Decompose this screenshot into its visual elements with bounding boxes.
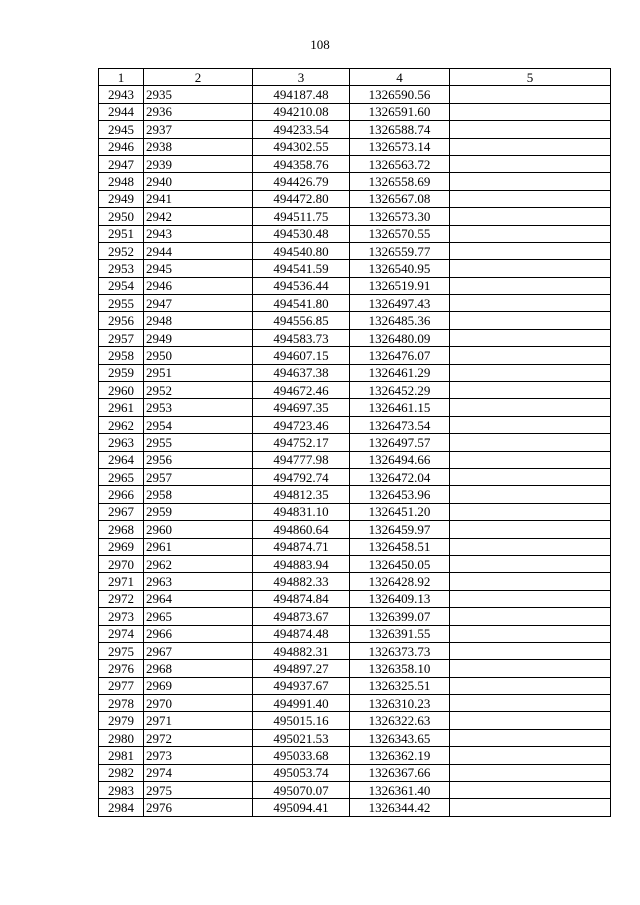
row-number-cell: 2978: [99, 695, 144, 712]
note-cell: [450, 625, 611, 642]
x-coordinate-cell: 494672.46: [253, 382, 350, 399]
table-row: [99, 208, 611, 225]
table-row: [99, 468, 611, 485]
point-number-cell: 2974: [144, 764, 253, 781]
x-coordinate-cell: 494511.75: [253, 208, 350, 225]
x-coordinate-cell: 494607.15: [253, 347, 350, 364]
table-body: [99, 86, 611, 816]
table-row: [99, 625, 611, 642]
point-number-cell: 2948: [144, 312, 253, 329]
y-coordinate-cell: 1326453.96: [350, 486, 450, 503]
point-number-cell: 2944: [144, 242, 253, 259]
point-number-cell: 2954: [144, 416, 253, 433]
table-row: [99, 538, 611, 555]
point-number-cell: 2942: [144, 208, 253, 225]
note-cell: [450, 382, 611, 399]
point-number-cell: 2955: [144, 434, 253, 451]
row-number-cell: 2966: [99, 486, 144, 503]
row-number-cell: 2943: [99, 86, 144, 103]
note-cell: [450, 242, 611, 259]
y-coordinate-cell: 1326391.55: [350, 625, 450, 642]
x-coordinate-cell: 494541.80: [253, 295, 350, 312]
y-coordinate-cell: 1326322.63: [350, 712, 450, 729]
row-number-cell: 2951: [99, 225, 144, 242]
table-row: [99, 503, 611, 520]
column-header-4: 4: [350, 69, 450, 86]
row-number-cell: 2944: [99, 103, 144, 120]
note-cell: [450, 260, 611, 277]
note-cell: [450, 138, 611, 155]
table-row: [99, 295, 611, 312]
row-number-cell: 2967: [99, 503, 144, 520]
point-number-cell: 2976: [144, 799, 253, 816]
point-number-cell: 2947: [144, 295, 253, 312]
note-cell: [450, 329, 611, 346]
table-row: [99, 555, 611, 572]
y-coordinate-cell: 1326343.65: [350, 729, 450, 746]
note-cell: [450, 225, 611, 242]
row-number-cell: 2945: [99, 121, 144, 138]
y-coordinate-cell: 1326461.15: [350, 399, 450, 416]
point-number-cell: 2958: [144, 486, 253, 503]
y-coordinate-cell: 1326409.13: [350, 590, 450, 607]
table-row: [99, 782, 611, 799]
table-row: [99, 347, 611, 364]
y-coordinate-cell: 1326494.66: [350, 451, 450, 468]
row-number-cell: 2952: [99, 242, 144, 259]
table-row: [99, 573, 611, 590]
row-number-cell: 2949: [99, 190, 144, 207]
row-number-cell: 2946: [99, 138, 144, 155]
x-coordinate-cell: 494777.98: [253, 451, 350, 468]
y-coordinate-cell: 1326590.56: [350, 86, 450, 103]
note-cell: [450, 538, 611, 555]
note-cell: [450, 660, 611, 677]
note-cell: [450, 503, 611, 520]
note-cell: [450, 590, 611, 607]
row-number-cell: 2958: [99, 347, 144, 364]
y-coordinate-cell: 1326428.92: [350, 573, 450, 590]
row-number-cell: 2959: [99, 364, 144, 381]
y-coordinate-cell: 1326573.30: [350, 208, 450, 225]
y-coordinate-cell: 1326497.43: [350, 295, 450, 312]
row-number-cell: 2964: [99, 451, 144, 468]
point-number-cell: 2959: [144, 503, 253, 520]
point-number-cell: 2945: [144, 260, 253, 277]
y-coordinate-cell: 1326519.91: [350, 277, 450, 294]
row-number-cell: 2980: [99, 729, 144, 746]
point-number-cell: 2966: [144, 625, 253, 642]
y-coordinate-cell: 1326540.95: [350, 260, 450, 277]
note-cell: [450, 416, 611, 433]
x-coordinate-cell: 494358.76: [253, 155, 350, 172]
row-number-cell: 2953: [99, 260, 144, 277]
point-number-cell: 2943: [144, 225, 253, 242]
y-coordinate-cell: 1326451.20: [350, 503, 450, 520]
x-coordinate-cell: 495053.74: [253, 764, 350, 781]
row-number-cell: 2947: [99, 155, 144, 172]
x-coordinate-cell: 495033.68: [253, 747, 350, 764]
point-number-cell: 2935: [144, 86, 253, 103]
table-row: [99, 747, 611, 764]
x-coordinate-cell: 494874.71: [253, 538, 350, 555]
point-number-cell: 2952: [144, 382, 253, 399]
row-number-cell: 2977: [99, 677, 144, 694]
y-coordinate-cell: 1326485.36: [350, 312, 450, 329]
point-number-cell: 2962: [144, 555, 253, 572]
note-cell: [450, 555, 611, 572]
column-header-5: 5: [450, 69, 611, 86]
table-row: [99, 608, 611, 625]
table-row: [99, 329, 611, 346]
point-number-cell: 2953: [144, 399, 253, 416]
table-row: [99, 86, 611, 103]
note-cell: [450, 521, 611, 538]
x-coordinate-cell: 494426.79: [253, 173, 350, 190]
row-number-cell: 2976: [99, 660, 144, 677]
point-number-cell: 2964: [144, 590, 253, 607]
note-cell: [450, 782, 611, 799]
row-number-cell: 2969: [99, 538, 144, 555]
y-coordinate-cell: 1326567.08: [350, 190, 450, 207]
row-number-cell: 2981: [99, 747, 144, 764]
note-cell: [450, 364, 611, 381]
column-header-3: 3: [253, 69, 350, 86]
x-coordinate-cell: 494812.35: [253, 486, 350, 503]
x-coordinate-cell: 494937.67: [253, 677, 350, 694]
table-row: [99, 260, 611, 277]
point-number-cell: 2969: [144, 677, 253, 694]
x-coordinate-cell: 494883.94: [253, 555, 350, 572]
y-coordinate-cell: 1326559.77: [350, 242, 450, 259]
point-number-cell: 2936: [144, 103, 253, 120]
point-number-cell: 2957: [144, 468, 253, 485]
table-row: [99, 277, 611, 294]
note-cell: [450, 173, 611, 190]
row-number-cell: 2956: [99, 312, 144, 329]
x-coordinate-cell: 494991.40: [253, 695, 350, 712]
note-cell: [450, 468, 611, 485]
table-row: [99, 138, 611, 155]
table-row: [99, 642, 611, 659]
row-number-cell: 2974: [99, 625, 144, 642]
y-coordinate-cell: 1326476.07: [350, 347, 450, 364]
y-coordinate-cell: 1326373.73: [350, 642, 450, 659]
row-number-cell: 2975: [99, 642, 144, 659]
note-cell: [450, 155, 611, 172]
note-cell: [450, 399, 611, 416]
row-number-cell: 2961: [99, 399, 144, 416]
table-row: [99, 486, 611, 503]
x-coordinate-cell: 494882.31: [253, 642, 350, 659]
table-row: [99, 434, 611, 451]
table-row: [99, 416, 611, 433]
table-row: [99, 121, 611, 138]
y-coordinate-cell: 1326325.51: [350, 677, 450, 694]
y-coordinate-cell: 1326570.55: [350, 225, 450, 242]
row-number-cell: 2955: [99, 295, 144, 312]
x-coordinate-cell: 494556.85: [253, 312, 350, 329]
point-number-cell: 2972: [144, 729, 253, 746]
header-row: [99, 69, 611, 86]
point-number-cell: 2938: [144, 138, 253, 155]
note-cell: [450, 799, 611, 816]
row-number-cell: 2982: [99, 764, 144, 781]
x-coordinate-cell: 495094.41: [253, 799, 350, 816]
x-coordinate-cell: 494792.74: [253, 468, 350, 485]
point-number-cell: 2975: [144, 782, 253, 799]
x-coordinate-cell: 494873.67: [253, 608, 350, 625]
x-coordinate-cell: 494536.44: [253, 277, 350, 294]
note-cell: [450, 573, 611, 590]
x-coordinate-cell: 495021.53: [253, 729, 350, 746]
row-number-cell: 2962: [99, 416, 144, 433]
note-cell: [450, 747, 611, 764]
note-cell: [450, 121, 611, 138]
table-row: [99, 590, 611, 607]
table-row: [99, 729, 611, 746]
x-coordinate-cell: 494530.48: [253, 225, 350, 242]
table-row: [99, 521, 611, 538]
point-number-cell: 2960: [144, 521, 253, 538]
x-coordinate-cell: 495015.16: [253, 712, 350, 729]
point-number-cell: 2956: [144, 451, 253, 468]
row-number-cell: 2950: [99, 208, 144, 225]
x-coordinate-cell: 494723.46: [253, 416, 350, 433]
point-number-cell: 2940: [144, 173, 253, 190]
y-coordinate-cell: 1326563.72: [350, 155, 450, 172]
note-cell: [450, 277, 611, 294]
table-row: [99, 155, 611, 172]
note-cell: [450, 451, 611, 468]
x-coordinate-cell: 494860.64: [253, 521, 350, 538]
point-number-cell: 2971: [144, 712, 253, 729]
table-row: [99, 364, 611, 381]
row-number-cell: 2979: [99, 712, 144, 729]
x-coordinate-cell: 494897.27: [253, 660, 350, 677]
x-coordinate-cell: 494697.35: [253, 399, 350, 416]
note-cell: [450, 208, 611, 225]
note-cell: [450, 434, 611, 451]
page-number: 108: [310, 37, 330, 52]
point-number-cell: 2951: [144, 364, 253, 381]
note-cell: [450, 103, 611, 120]
point-number-cell: 2950: [144, 347, 253, 364]
table-row: [99, 173, 611, 190]
row-number-cell: 2960: [99, 382, 144, 399]
y-coordinate-cell: 1326450.05: [350, 555, 450, 572]
table-row: [99, 399, 611, 416]
table-header: [99, 69, 611, 86]
note-cell: [450, 729, 611, 746]
row-number-cell: 2973: [99, 608, 144, 625]
note-cell: [450, 695, 611, 712]
note-cell: [450, 677, 611, 694]
point-number-cell: 2973: [144, 747, 253, 764]
x-coordinate-cell: 494874.48: [253, 625, 350, 642]
y-coordinate-cell: 1326558.69: [350, 173, 450, 190]
x-coordinate-cell: 494583.73: [253, 329, 350, 346]
row-number-cell: 2954: [99, 277, 144, 294]
y-coordinate-cell: 1326362.19: [350, 747, 450, 764]
table-row: [99, 190, 611, 207]
note-cell: [450, 190, 611, 207]
note-cell: [450, 312, 611, 329]
x-coordinate-cell: 494472.80: [253, 190, 350, 207]
table-row: [99, 225, 611, 242]
y-coordinate-cell: 1326480.09: [350, 329, 450, 346]
x-coordinate-cell: 494752.17: [253, 434, 350, 451]
point-number-cell: 2946: [144, 277, 253, 294]
y-coordinate-cell: 1326310.23: [350, 695, 450, 712]
y-coordinate-cell: 1326573.14: [350, 138, 450, 155]
y-coordinate-cell: 1326461.29: [350, 364, 450, 381]
x-coordinate-cell: 494831.10: [253, 503, 350, 520]
row-number-cell: 2984: [99, 799, 144, 816]
point-number-cell: 2961: [144, 538, 253, 555]
table-row: [99, 799, 611, 816]
table-row: [99, 695, 611, 712]
y-coordinate-cell: 1326472.04: [350, 468, 450, 485]
y-coordinate-cell: 1326361.40: [350, 782, 450, 799]
x-coordinate-cell: 494302.55: [253, 138, 350, 155]
point-number-cell: 2967: [144, 642, 253, 659]
y-coordinate-cell: 1326497.57: [350, 434, 450, 451]
table-row: [99, 451, 611, 468]
y-coordinate-cell: 1326458.51: [350, 538, 450, 555]
row-number-cell: 2965: [99, 468, 144, 485]
table-row: [99, 660, 611, 677]
point-number-cell: 2970: [144, 695, 253, 712]
row-number-cell: 2968: [99, 521, 144, 538]
point-number-cell: 2941: [144, 190, 253, 207]
x-coordinate-cell: 494540.80: [253, 242, 350, 259]
column-header-1: 1: [99, 69, 144, 86]
row-number-cell: 2957: [99, 329, 144, 346]
table-row: [99, 677, 611, 694]
coordinates-table: [98, 68, 611, 817]
y-coordinate-cell: 1326452.29: [350, 382, 450, 399]
note-cell: [450, 712, 611, 729]
y-coordinate-cell: 1326459.97: [350, 521, 450, 538]
x-coordinate-cell: 494882.33: [253, 573, 350, 590]
y-coordinate-cell: 1326473.54: [350, 416, 450, 433]
point-number-cell: 2949: [144, 329, 253, 346]
y-coordinate-cell: 1326344.42: [350, 799, 450, 816]
row-number-cell: 2983: [99, 782, 144, 799]
x-coordinate-cell: 495070.07: [253, 782, 350, 799]
point-number-cell: 2965: [144, 608, 253, 625]
table-row: [99, 103, 611, 120]
note-cell: [450, 608, 611, 625]
y-coordinate-cell: 1326358.10: [350, 660, 450, 677]
y-coordinate-cell: 1326399.07: [350, 608, 450, 625]
y-coordinate-cell: 1326591.60: [350, 103, 450, 120]
table-row: [99, 242, 611, 259]
row-number-cell: 2971: [99, 573, 144, 590]
point-number-cell: 2968: [144, 660, 253, 677]
row-number-cell: 2963: [99, 434, 144, 451]
note-cell: [450, 486, 611, 503]
note-cell: [450, 642, 611, 659]
x-coordinate-cell: 494210.08: [253, 103, 350, 120]
point-number-cell: 2963: [144, 573, 253, 590]
x-coordinate-cell: 494187.48: [253, 86, 350, 103]
row-number-cell: 2970: [99, 555, 144, 572]
table-row: [99, 712, 611, 729]
note-cell: [450, 347, 611, 364]
column-header-2: 2: [144, 69, 253, 86]
y-coordinate-cell: 1326367.66: [350, 764, 450, 781]
table-row: [99, 382, 611, 399]
row-number-cell: 2972: [99, 590, 144, 607]
point-number-cell: 2939: [144, 155, 253, 172]
note-cell: [450, 295, 611, 312]
x-coordinate-cell: 494233.54: [253, 121, 350, 138]
note-cell: [450, 86, 611, 103]
point-number-cell: 2937: [144, 121, 253, 138]
row-number-cell: 2948: [99, 173, 144, 190]
x-coordinate-cell: 494874.84: [253, 590, 350, 607]
table-row: [99, 764, 611, 781]
x-coordinate-cell: 494637.38: [253, 364, 350, 381]
y-coordinate-cell: 1326588.74: [350, 121, 450, 138]
note-cell: [450, 764, 611, 781]
x-coordinate-cell: 494541.59: [253, 260, 350, 277]
table-row: [99, 312, 611, 329]
